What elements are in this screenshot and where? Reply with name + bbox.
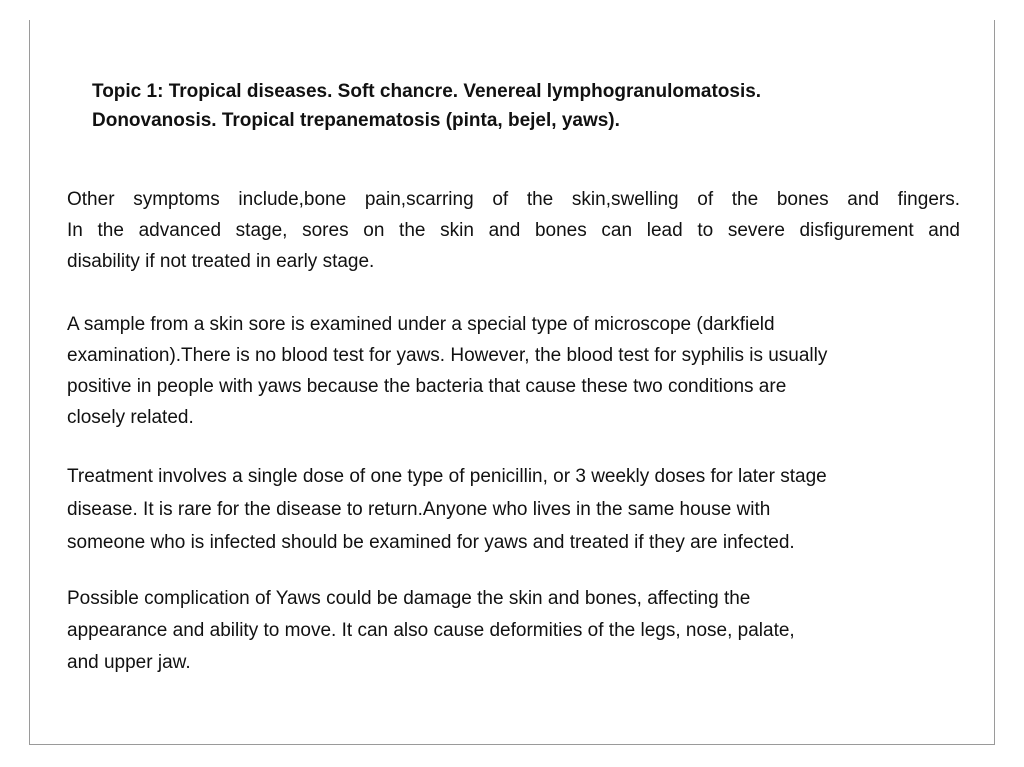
paragraph-treatment (67, 460, 960, 559)
text-line: someone who is infected should be examined for yaws and treated if they are infected. (67, 532, 795, 553)
paragraph-diagnosis (67, 309, 960, 433)
text-line: appearance and ability to move. It can also cause deformities of the legs, nose, palate, (67, 620, 795, 641)
text-line: In the advanced stage, sores on the skin and bones can lead to severe disfigurement and (67, 220, 960, 241)
text-line: and upper jaw. (67, 652, 191, 673)
text-line: Treatment involves a single dose of one type of penicillin, or 3 weekly doses for later stage (67, 466, 827, 487)
text-line: A sample from a skin sore is examined under a special type of microscope (darkfield (67, 314, 775, 335)
paragraph-complications (67, 583, 960, 679)
text-line: disease. It is rare for the disease to return.Anyone who lives in the same house with (67, 499, 771, 520)
text-line: positive in people with yaws because the bacteria that cause these two conditions are (67, 376, 787, 397)
document-title (92, 77, 912, 135)
text-line: closely related. (67, 407, 194, 428)
title-line: Topic 1: Tropical diseases. Soft chancre. Venereal lymphogranulomatosis. (92, 81, 762, 102)
text-line: Possible complication of Yaws could be damage the skin and bones, affecting the (67, 588, 751, 609)
text-line: Other symptoms include,bone pain,scarring of the skin,swelling of the bones and fingers. (67, 189, 960, 210)
document-page (29, 20, 995, 745)
text-line: disability if not treated in early stage. (67, 251, 375, 272)
paragraph-symptoms (67, 184, 960, 277)
title-line: Donovanosis. Tropical trepanematosis (pinta, bejel, yaws). (92, 110, 620, 131)
text-line: examination).There is no blood test for yaws. However, the blood test for syphilis is usually (67, 345, 828, 366)
